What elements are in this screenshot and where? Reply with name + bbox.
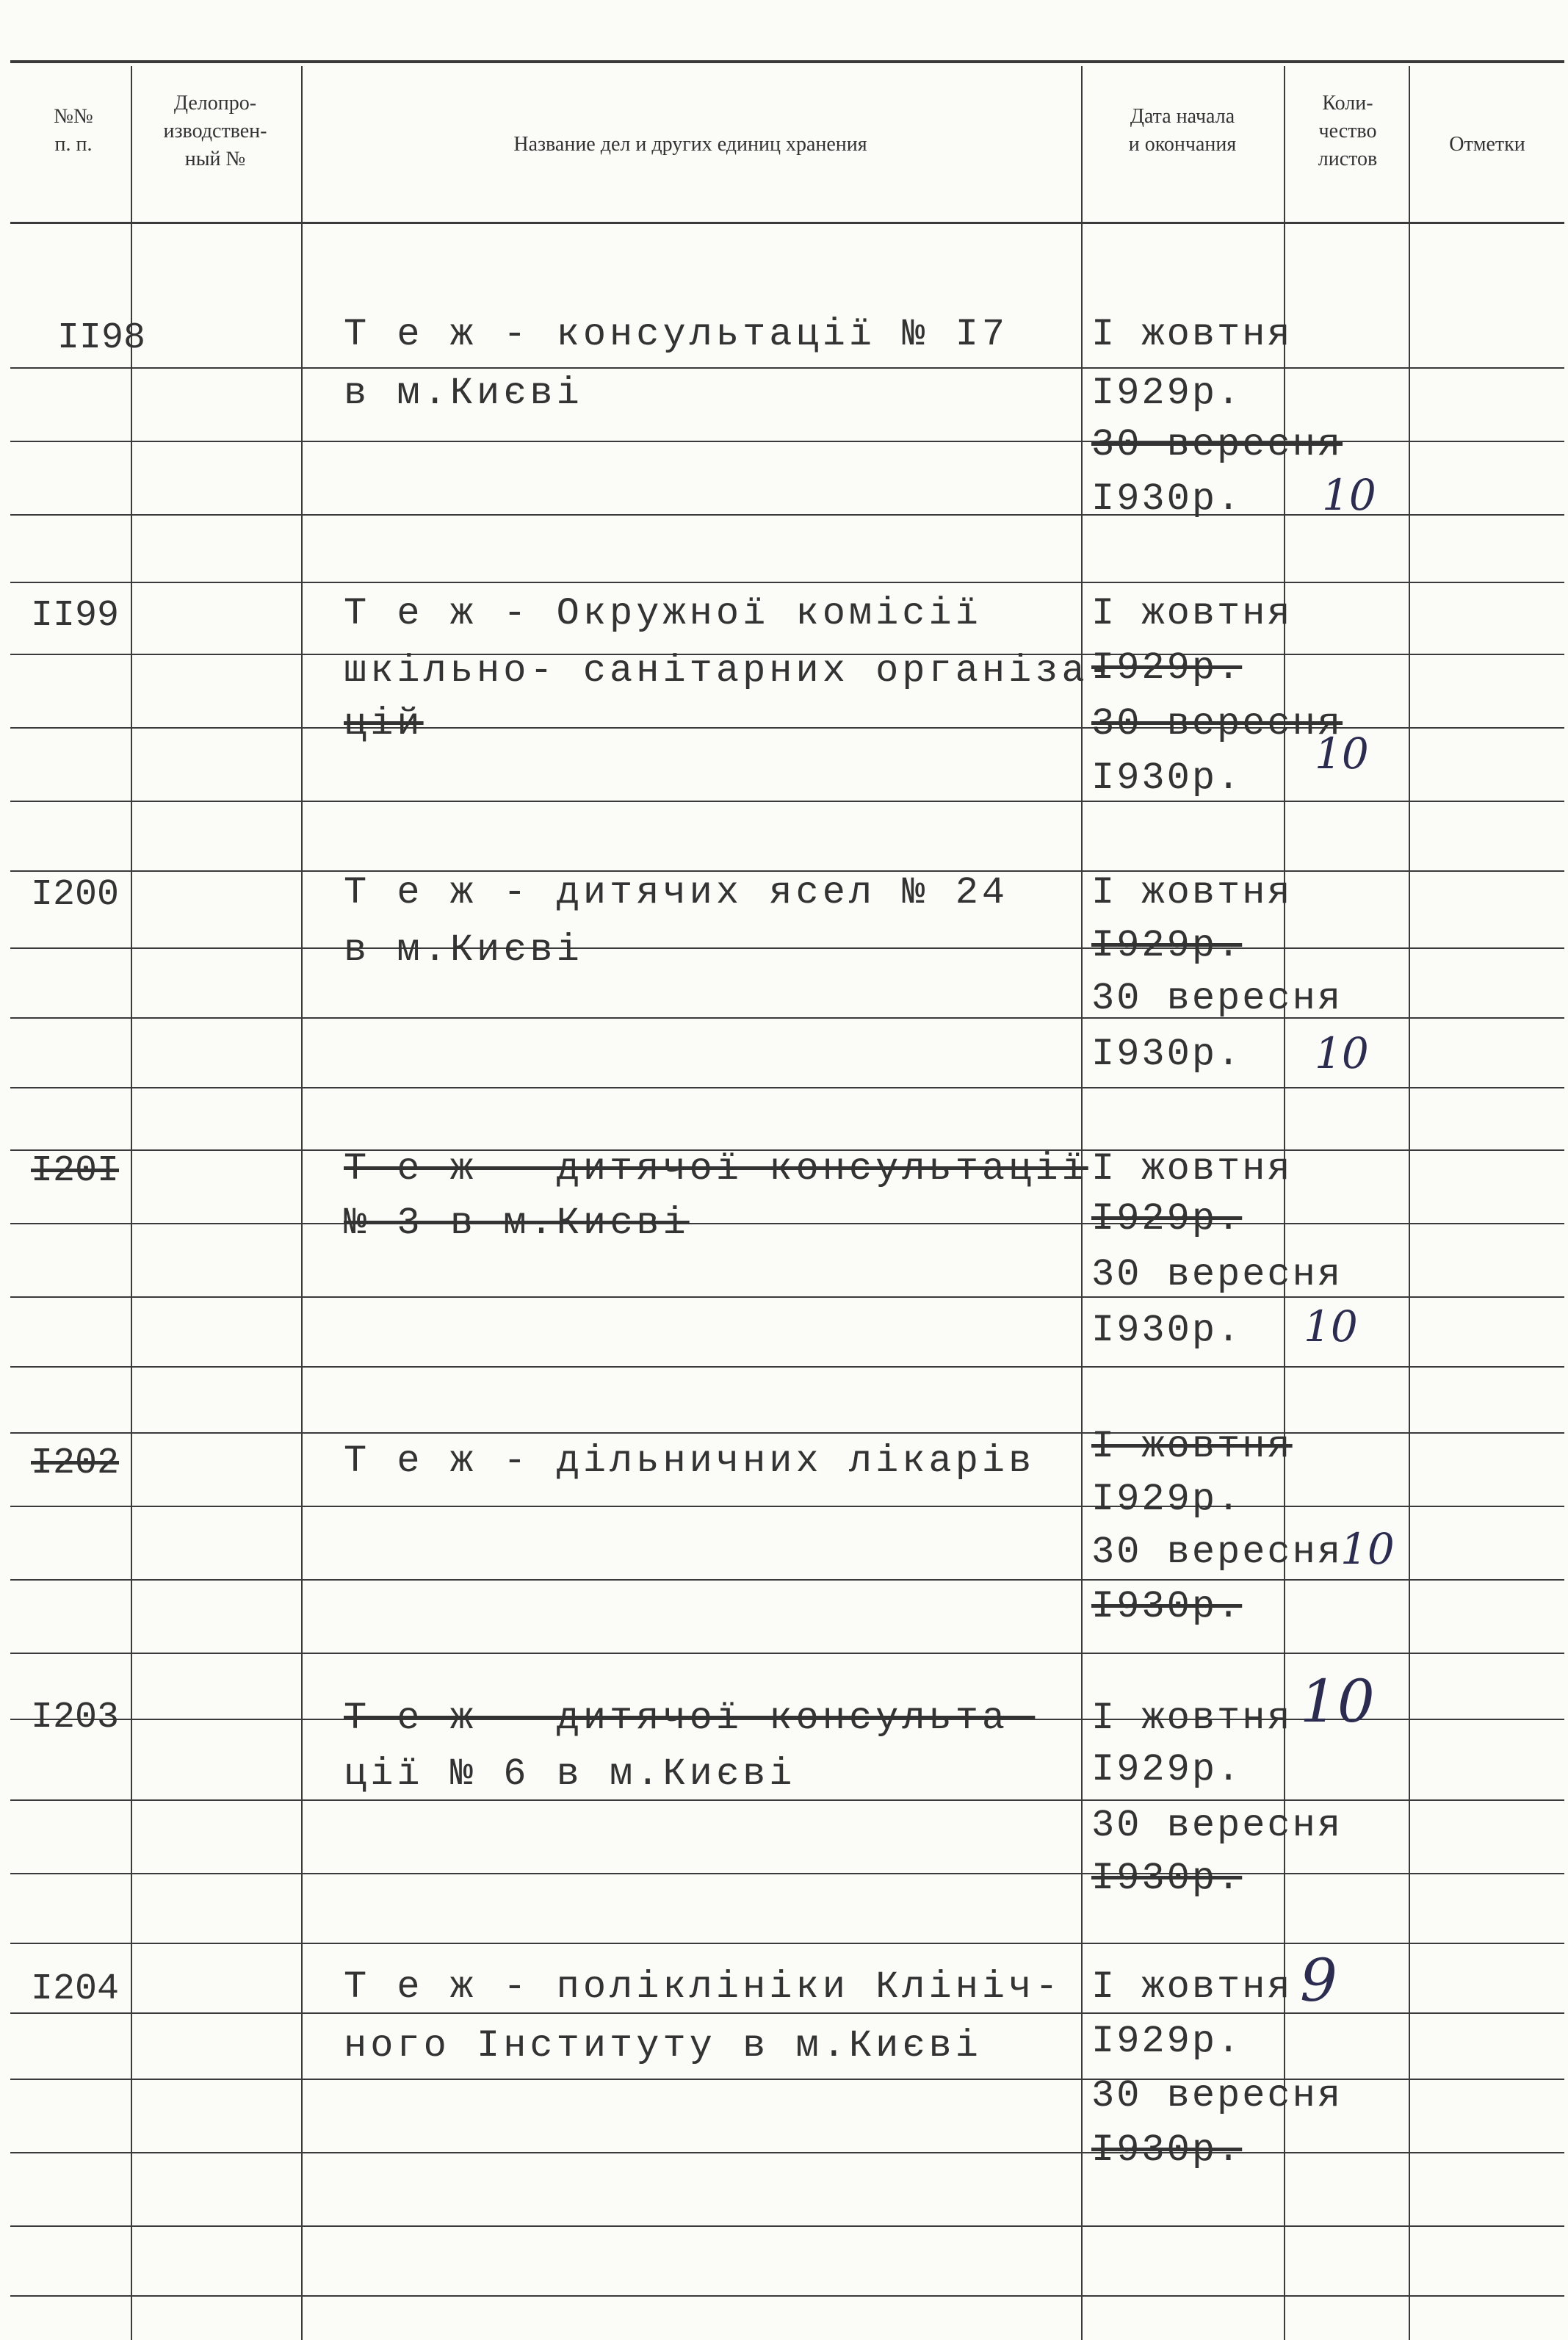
start-date: I жовтня (1091, 1697, 1293, 1740)
start-date: I жовтня (1091, 313, 1293, 356)
end-year: I930р. (1091, 756, 1243, 800)
end-date: 30 вересня (1091, 423, 1343, 466)
row-number: I20I (31, 1150, 120, 1192)
column-rule (1081, 66, 1083, 2340)
end-date: 30 вересня (1091, 977, 1343, 1020)
row-number: II99 (31, 595, 120, 637)
end-year: I930р. (1091, 477, 1243, 521)
record-title-line: Т е ж - дитячої консульта- (344, 1697, 1036, 1740)
sheet-count: 10 (1304, 1301, 1358, 1351)
header-col-title: Название дел и других единиц хранения (513, 133, 867, 156)
end-date: 30 вересня (1091, 1531, 1343, 1574)
start-year: I929р. (1091, 2020, 1243, 2063)
record-title-line: в м.Києві (344, 928, 583, 972)
row-number: I203 (31, 1697, 120, 1738)
record-title-line: Т е ж - поліклініки Клініч- (344, 1965, 1062, 2009)
row-number: I202 (31, 1442, 120, 1484)
record-title-line: ного Інституту в м.Києві (344, 2024, 982, 2068)
record-title-line: ції № 6 в м.Києві (344, 1752, 796, 1796)
sheet-count: 9 (1300, 1946, 1337, 2015)
start-date: I жовтня (1091, 871, 1293, 914)
start-date: I жовтня (1091, 592, 1293, 635)
record-title-line: Т е ж - дільничних лікарів (344, 1440, 1036, 1483)
start-year: I929р. (1091, 372, 1243, 415)
start-year: I929р. (1091, 1478, 1243, 1521)
record-title-line: Т е ж - Окружної комісії (344, 592, 982, 635)
end-date: 30 вересня (1091, 1804, 1343, 1847)
header-col-dates: Дата начала и окончания (1128, 105, 1237, 156)
row-number: I204 (31, 1968, 120, 2010)
header-col-num: №№ п. п. (54, 105, 93, 156)
sheet-count: 10 (1340, 1524, 1395, 1574)
column-rule (301, 66, 303, 2340)
header-bottom-rule (10, 222, 1564, 224)
header-col-sheets: Коли- чество листов (1318, 92, 1378, 170)
end-year: I930р. (1091, 1585, 1243, 1628)
sheet-count: 10 (1322, 470, 1376, 520)
record-title-line: цій (344, 702, 424, 745)
end-date: 30 вересня (1091, 702, 1343, 745)
sheet-count: 10 (1300, 1667, 1375, 1736)
record-title-line: Т е ж - консультації № I7 (344, 313, 1009, 356)
header-col-office-no: Делопро- изводствен- ный № (163, 92, 267, 170)
start-date: I жовтня (1091, 1425, 1293, 1468)
start-year: I929р. (1091, 924, 1243, 967)
record-title-line: Т е ж - дитячої консультації (344, 1147, 1088, 1191)
column-rule (131, 66, 132, 2340)
header-top-rule (10, 60, 1564, 63)
start-year: I929р. (1091, 1748, 1243, 1791)
end-year: I930р. (1091, 1033, 1243, 1076)
start-year: I929р. (1091, 646, 1243, 690)
sheet-count: 10 (1315, 729, 1369, 779)
column-rule (1409, 66, 1410, 2340)
end-date: 30 вересня (1091, 1253, 1343, 1296)
end-date: 30 вересня (1091, 2074, 1343, 2117)
start-date: I жовтня (1091, 1965, 1293, 2009)
end-year: I930р. (1091, 1857, 1243, 1900)
row-number: I200 (31, 874, 120, 916)
record-title-line: Т е ж - дитячих ясел № 24 (344, 871, 1009, 914)
record-title-line: шкільно- санітарних організа- (344, 649, 1115, 693)
end-year: I930р. (1091, 2128, 1243, 2172)
record-title-line: в м.Києві (344, 372, 583, 415)
row-number: II98 (57, 317, 146, 359)
start-year: I929р. (1091, 1197, 1243, 1241)
sheet-count: 10 (1315, 1028, 1369, 1078)
header-col-notes: Отметки (1449, 133, 1525, 156)
end-year: I930р. (1091, 1309, 1243, 1352)
record-title-line: № 3 в м.Києві (344, 1202, 690, 1245)
start-date: I жовтня (1091, 1147, 1293, 1191)
